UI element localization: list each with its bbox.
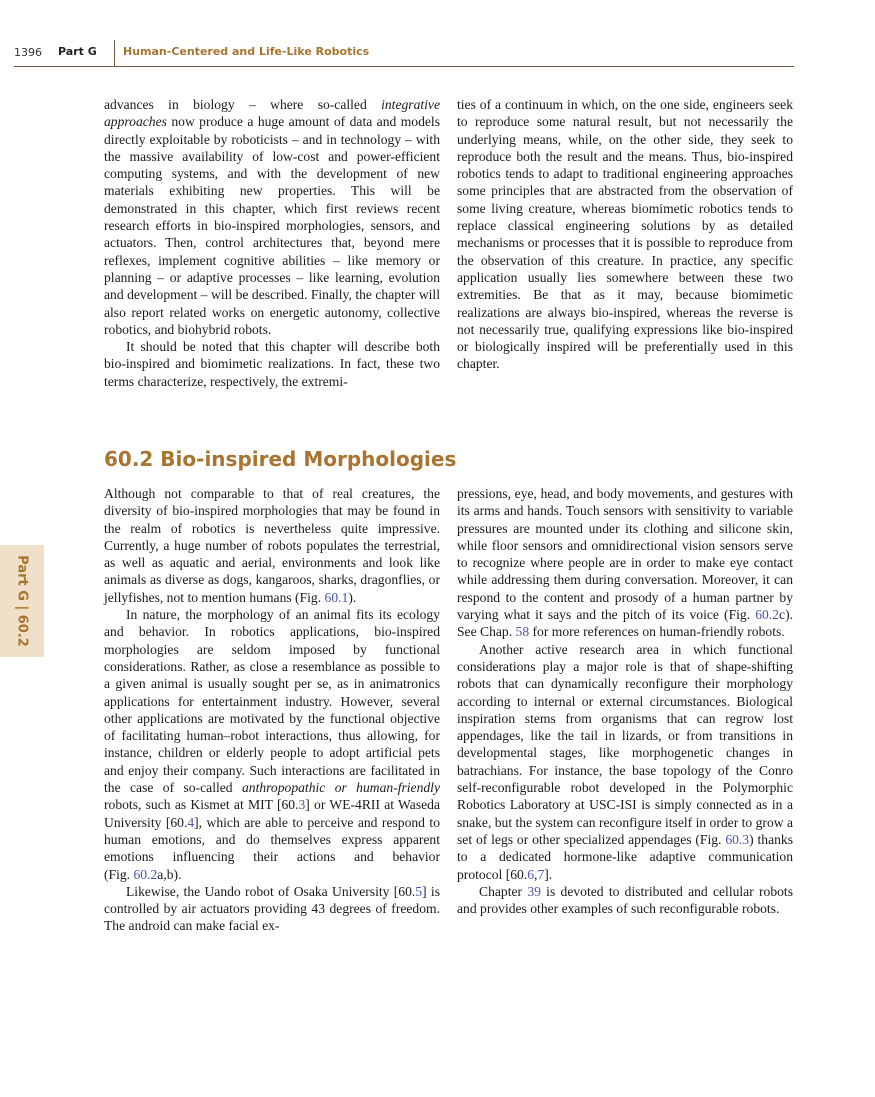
paragraph: Another active research area in which functional considerations play a major role is that of shape-shifting robots that can dynamically reconfigure their morphology according to internal or external circumstances. Biological inspiration stems from organisms that can regrow lost appendages, like the tail in lizards, or from transitions in developmental stages, like morphogenetic changes in batrachians. For instance, the base topology of the Conro self-reconfigurable robot developed in the Polymorphic Robotics Laboratory at USC-ISI is simply connected as in a snake, but the system can reconfigure itself in order to grow a set of legs or other specialized appendages (Fig. 60.3) thanks to a dedicated hormone-like adaptive communication protocol [60.6,7]. [457, 641, 793, 882]
section-right-column [457, 485, 793, 917]
paragraph: In nature, the morphology of an animal fits its ecology and behavior. In robotics applications, bio-inspired morphologies are seldom imposed by functional considerations. Rather, as close a resemblance as possible to a given animal is usually sought per se, as in animatronics applications for entertainment industry. However, several other applications are motivated by the functional objective of facilitating human–robot interactions, thus allowing, for instance, children or elderly people to adopt artificial pets and enjoy their company. Such interactions are facilitated in the case of so-called anthropopathic or human-friendly robots, such as Kismet at MIT [60.3] or WE-4RII at Waseda University [60.4], which are able to perceive and respond to human emotions, and do themselves express apparent emotions influencing their actions and behavior (Fig. 60.2a,b). [104, 607, 440, 882]
side-tab-label: Part G | 60.2 [14, 555, 30, 647]
figure-link[interactable]: 60.1 [324, 589, 349, 605]
header-divider [114, 40, 115, 66]
intro-right-column [457, 96, 793, 373]
page-number: 1396 [14, 46, 42, 59]
running-header [14, 40, 794, 67]
citation-link[interactable]: 5 [415, 883, 423, 899]
section-heading: 60.2 Bio-inspired Morphologies [104, 447, 457, 471]
chapter-link[interactable]: 39 [527, 883, 541, 899]
paragraph: Likewise, the Uando robot of Osaka University [60.5] is controlled by air actuators providing 43 degrees of freedom. The android can make facial ex- [104, 883, 440, 934]
citation-link[interactable]: 7 [537, 866, 545, 882]
part-label: Part G [58, 45, 97, 58]
figure-link[interactable]: 60.3 [725, 831, 750, 847]
paragraph: It should be noted that this chapter will describe both bio-inspired and biomimetic realizations. In fact, these two terms characterize, respectively, the extremi- [104, 339, 440, 389]
figure-link[interactable]: 60.2 [755, 607, 780, 623]
side-tab [0, 545, 44, 657]
citation-link[interactable]: 6 [527, 866, 535, 882]
chapter-link[interactable]: 58 [515, 624, 530, 640]
citation-link[interactable]: 4 [187, 814, 195, 830]
paragraph: Chapter 39 is devoted to distributed and cellular robots and provides other examples of such reconfigurable robots. [457, 883, 793, 917]
paragraph: ties of a continuum in which, on the one side, engineers seek to reproduce some natural result, but not necessarily the underlying means, while, on the other side, they seek to reproduce both the result and the means. Thus, bio-inspired robotics tends to adapt to traditional engineering approaches some principles that are abstracted from the observation of some living creature, whereas biomimetic robotics tends to replace classical engineering solutions by as detailed mechanisms or processes that it is possible to reproduce from the observation of this creature. In practice, any specific application usually lies somewhere between these two extremities. Be that as it may, because biomimetic realizations are always bio-inspired, whereas the reverse is not necessarily true, qualifying expressions like bio-inspired or biologically inspired will be preferentially used in this chapter. [457, 97, 793, 372]
paragraph: advances in biology – where so-called integrative approaches now produce a huge amount of data and models directly exploitable by roboticists – and in technology – with the massive availability of low-cost and power-efficient computing systems, and with the development of new materials exhibiting new properties. This will be demonstrated in this chapter, which first reviews recent research efforts in bio-inspired morphologies, sensors, and actuators. Then, control architectures that, beyond mere reflexes, implement cognitive abilities – like memory or planning – or adaptive processes – like learning, evolution and development – will be described. Finally, the chapter will also report related works on energetic autonomy, collective robotics, and biohybrid robots. [104, 97, 440, 337]
paragraph: Although not comparable to that of real creatures, the diversity of bio-inspired morphologies that may be found in the realm of robotics is nevertheless quite impressive. Currently, a huge number of robots populates the terrestrial, as well as aquatic and aerial, environments and look like animals as diverse as dogs, kangaroos, sharks, dragonflies, or jellyfishes, not to mention humans (Fig. 60.1). [104, 486, 440, 605]
part-title: Human-Centered and Life-Like Robotics [123, 45, 370, 58]
paragraph: pressions, eye, head, and body movements, and gestures with its arms and hands. Touch sensors with sensitivity to variable pressures are mounted under its clothing and silicone skin, while floor sensors and omnidirectional vision sensors serve to recognize where people are in order to make eye contact while addressing them during conversation. Moreover, it can respond to the content and prosody of a human partner by varying what it says and the pitch of its voice (Fig. 60.2c). See Chap. 58 for more references on human-friendly robots. [457, 486, 793, 640]
figure-link[interactable]: 60.2 [133, 866, 158, 882]
intro-left-column [104, 96, 440, 390]
section-left-column [104, 485, 440, 935]
citation-link[interactable]: 3 [298, 797, 306, 813]
